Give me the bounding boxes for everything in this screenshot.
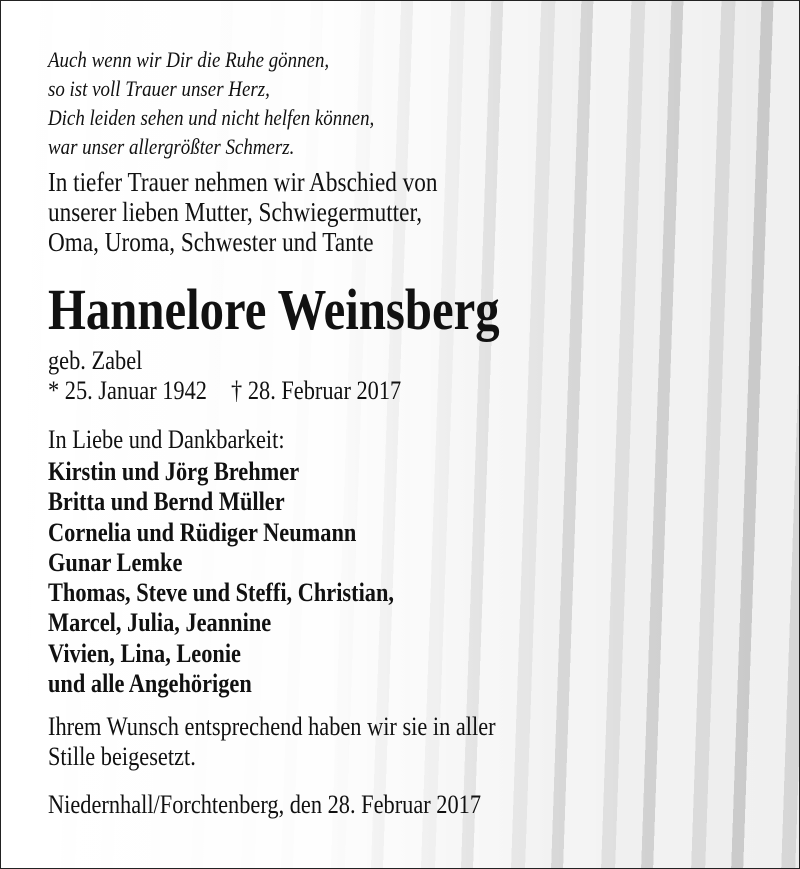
poem-line: Auch wenn wir Dir die Ruhe gönnen,: [48, 47, 330, 72]
thanks-heading: In Liebe und Dankbarkeit:: [48, 425, 285, 454]
family-member: Marcel, Julia, Jeannine: [48, 608, 272, 638]
deceased-name: Hannelore Weinsberg: [48, 277, 500, 342]
place-date: Niedernhall/Forchtenberg, den 28. Februar 2017: [48, 790, 482, 819]
family-member: Kirstin und Jörg Brehmer: [48, 457, 300, 486]
family-list: [48, 457, 394, 699]
life-dates: [48, 346, 401, 406]
intro-line: In tiefer Trauer nehmen wir Abschied von: [48, 167, 438, 197]
poem-line: Dich leiden sehen und nicht helfen können,: [48, 105, 375, 130]
poem-line: war unser allergrößter Schmerz.: [48, 134, 295, 159]
dates-line: [48, 376, 401, 406]
death-date: † 28. Februar 2017: [231, 376, 402, 405]
poem-line: so ist voll Trauer unser Herz,: [48, 76, 270, 101]
burial-note: [48, 712, 496, 772]
family-member: Thomas, Steve und Steffi, Christian,: [48, 578, 395, 608]
family-member: Vivien, Lina, Leonie: [48, 638, 241, 668]
family-member: Cornelia und Rüdiger Neumann: [48, 517, 357, 547]
family-member: und alle Angehörigen: [48, 669, 252, 699]
maiden-name: geb. Zabel: [48, 346, 143, 375]
note-line: Ihrem Wunsch entsprechend haben wir sie in aller: [48, 712, 496, 741]
intro-text: [48, 167, 437, 257]
family-member: Gunar Lemke: [48, 547, 183, 577]
intro-line: unserer lieben Mutter, Schwiegermutter,: [48, 197, 423, 227]
family-member: Britta und Bernd Müller: [48, 487, 285, 517]
birth-date: * 25. Januar 1942: [48, 376, 207, 405]
intro-line: Oma, Uroma, Schwester und Tante: [48, 227, 374, 257]
poem: [48, 45, 374, 161]
note-line: Stille beigesetzt.: [48, 742, 196, 771]
